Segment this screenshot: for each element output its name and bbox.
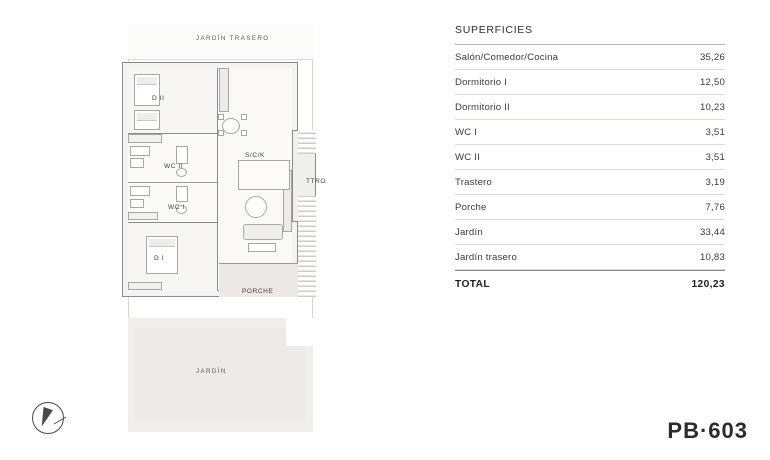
bathroom-divider: [128, 182, 218, 183]
room-label-wc-1: WC I: [168, 204, 185, 211]
wardrobe-furniture: [128, 134, 162, 143]
porch-hatch-top: [298, 130, 316, 154]
table-row: [455, 220, 725, 245]
garden-back-label: JARDÍN TRASERO: [196, 35, 270, 42]
surfaces-title: SUPERFICIES: [455, 24, 725, 45]
total-label: TOTAL: [455, 279, 491, 290]
dining-table: [222, 118, 240, 134]
living-area-block: [238, 160, 290, 190]
surface-value: 7,76: [705, 201, 725, 213]
dining-chair: [241, 114, 247, 120]
room-label-storage: TTRO: [306, 178, 327, 185]
surface-name: Salón/Comedor/Cocina: [455, 51, 559, 63]
garden-diagonal-cut: [286, 318, 316, 346]
surface-name: Trastero: [455, 176, 492, 188]
sofa-furniture: [243, 224, 283, 240]
bath-fixture: [130, 146, 150, 156]
shower-fixture: [176, 186, 188, 202]
table-row: [455, 120, 725, 145]
surface-name: Jardín trasero: [455, 251, 517, 263]
surface-value: 3,51: [705, 126, 725, 138]
room-label-bedroom-1: D I: [154, 255, 165, 262]
total-value: 120,23: [691, 279, 725, 290]
coffee-table: [248, 243, 276, 252]
table-row: [455, 245, 725, 270]
wardrobe-furniture: [128, 282, 162, 290]
bath-fixture: [130, 199, 144, 208]
dining-chair: [241, 130, 247, 136]
room-label-bedroom-2: D II: [152, 95, 165, 102]
room-label-sck: S/C/K: [245, 152, 265, 159]
shower-fixture: [176, 146, 188, 164]
surface-value: 3,51: [705, 151, 725, 163]
surfaces-table: [455, 24, 725, 297]
table-row: [455, 70, 725, 95]
surface-value: 35,26: [699, 51, 725, 63]
surface-value: 10,23: [699, 101, 725, 113]
room-label-porch: PORCHE: [242, 288, 274, 295]
plan-code: PB·603: [667, 418, 748, 443]
surface-name: Dormitorio II: [455, 101, 510, 113]
lounge-rug: [245, 196, 267, 218]
surface-value: 33,44: [699, 226, 725, 238]
table-row: [455, 195, 725, 220]
garden-front-label: JARDÍN: [196, 368, 227, 375]
kitchen-counter: [219, 68, 229, 112]
table-row: [455, 145, 725, 170]
surface-name: Porche: [455, 201, 487, 213]
surface-name: Dormitorio I: [455, 76, 507, 88]
surface-value: 3,19: [705, 176, 725, 188]
dining-chair: [218, 130, 224, 136]
table-row: [455, 95, 725, 120]
surface-name: Jardín: [455, 226, 483, 238]
surface-name: WC II: [455, 151, 480, 163]
garden-front-inner: [135, 328, 305, 422]
table-row: [455, 170, 725, 195]
surface-value: 12,50: [699, 76, 725, 88]
garden-back-area: [128, 24, 313, 60]
table-row-total: [455, 270, 725, 297]
bed-furniture: [134, 110, 160, 130]
surface-name: WC I: [455, 126, 478, 138]
table-row: [455, 45, 725, 70]
bath-fixture: [130, 186, 150, 196]
surface-value: 10,83: [699, 251, 725, 263]
wardrobe-furniture: [128, 212, 158, 220]
porch-hatch: [298, 196, 316, 297]
bath-fixture: [130, 158, 144, 168]
room-label-wc-2: WC II: [164, 163, 184, 170]
dining-chair: [218, 114, 224, 120]
